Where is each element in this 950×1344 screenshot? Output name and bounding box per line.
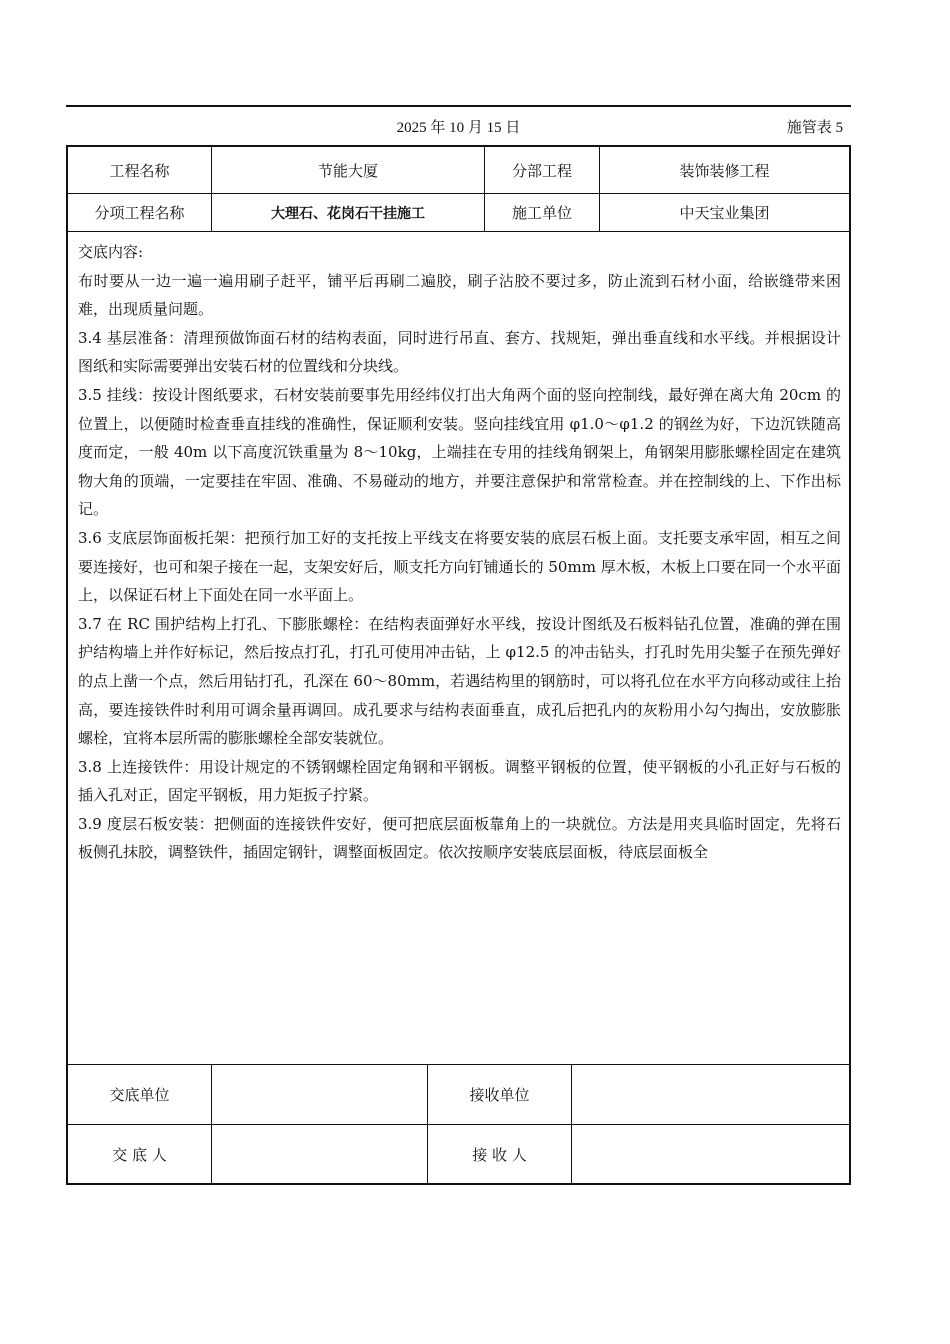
division-value: 装饰装修工程: [679, 161, 770, 180]
issuer-unit-label: 交底单位: [68, 1065, 212, 1124]
issuer-unit-value: [212, 1065, 428, 1124]
content-paragraph: 3.9 度层石板安装：把侧面的连接铁件安好，便可把底层面板靠角上的一块就位。方法是用夹具临时固定，先将石板侧孔抹胶，调整铁件，插固定钢针，调整面板固定。依次按顺序安装底层面板，待底层面板全: [78, 814, 841, 862]
project-row: [68, 147, 849, 194]
contractor-label: 施工单位: [485, 194, 600, 231]
receiver-person-value: [572, 1125, 849, 1183]
form-number: 施管表 5: [786, 120, 843, 136]
disclosure-content: [68, 232, 849, 1065]
header-line: [66, 114, 851, 138]
receiver-person-label: 接 收 人: [428, 1125, 572, 1183]
contractor-value: 中天宝业集团: [679, 204, 770, 222]
disclosure-date: 2025 年 10 月 15 日: [396, 120, 521, 136]
content-paragraph: 3.8 上连接铁件：用设计规定的不锈钢螺栓固定角钢和平钢板。调整平钢板的位置，使平钢板的小孔正好与石板的插入孔对正，固定平钢板，用力矩扳子拧紧。: [78, 757, 841, 805]
issuer-person-value: [212, 1125, 428, 1183]
content-paragraph: 3.5 挂线：按设计图纸要求，石材安装前要事先用经纬仪打出大角两个面的竖向控制线，最好弹在离大角 20cm 的位置上，以便随时检查垂直挂线的准确性，保证顺利安装。竖向挂线宜用 φ1.0～φ1.2 的钢丝为好，下边沉铁随高度而定，一般 40m 以下高度沉铁重量为 8～10kg，上端挂在专用的挂线角钢架上，角钢架用膨胀螺栓固定在建筑物大角的顶端，一定要挂在牢固、准确、不易碰动的地方，并要注意保护和常常检查。并在控制线的上、下作出标记。: [78, 385, 841, 519]
receiver-unit-value: [572, 1065, 849, 1124]
signoff-person-row: [68, 1125, 849, 1183]
content-paragraph: 3.7 在 RC 围护结构上打孔、下膨胀螺栓：在结构表面弹好水平线，按设计图纸及石板料钻孔位置，准确的弹在围护结构墙上并作好标记，然后按点打孔，打孔可使用冲击钻，上 φ12.5 的冲击钻头，打孔时先用尖錾子在预先弹好的点上凿一个点，然后用钻打孔，孔深在 60～80mm，若遇结构里的钢筋时，可以将孔位在水平方向移动或往上抬高，要连接铁件时利用可调余量再调回。成孔要求与结构表面垂直，成孔后把孔内的灰粉用小勾勺掏出，安放膨胀螺栓，宜将本层所需的膨胀螺栓全部安装就位。: [78, 614, 841, 748]
issuer-person-label: 交 底 人: [68, 1125, 212, 1183]
subitem-label: 分项工程名称: [68, 194, 212, 231]
subitem-value: 大理石、花岗石干挂施工: [212, 194, 485, 231]
receiver-unit-label: 接收单位: [428, 1065, 572, 1124]
content-paragraph: 3.6 支底层饰面板托架：把预行加工好的支托按上平线支在将要安装的底层石板上面。支托要支承牢固，相互之间要连接好，也可和架子接在一起，支架安好后，顺支托方向钉铺通长的 50mm 厚木板，木板上口要在同一个水平面上，以保证石材上下面处在同一水平面上。: [78, 528, 841, 605]
signoff-unit-row: [68, 1065, 849, 1125]
division-label: 分部工程: [485, 147, 600, 193]
content-heading: 交底内容:: [78, 243, 144, 261]
content-paragraph: 3.4 基层准备：清理预做饰面石材的结构表面，同时进行吊直、套方、找规矩，弹出垂直线和水平线。并根据设计图纸和实际需要弹出安装石材的位置线和分块线。: [78, 328, 841, 376]
top-rule: [66, 105, 851, 107]
content-paragraph: 布时要从一边一遍一遍用刷子赶平，铺平后再刷二遍胶，刷子沾胶不要过多，防止流到石材小面，给嵌缝带来困难，出现质量问题。: [78, 271, 841, 319]
subitem-row: [68, 194, 849, 232]
disclosure-form: [66, 145, 851, 1185]
project-name-label: 工程名称: [68, 147, 212, 193]
project-name-value: 节能大厦: [212, 147, 485, 193]
